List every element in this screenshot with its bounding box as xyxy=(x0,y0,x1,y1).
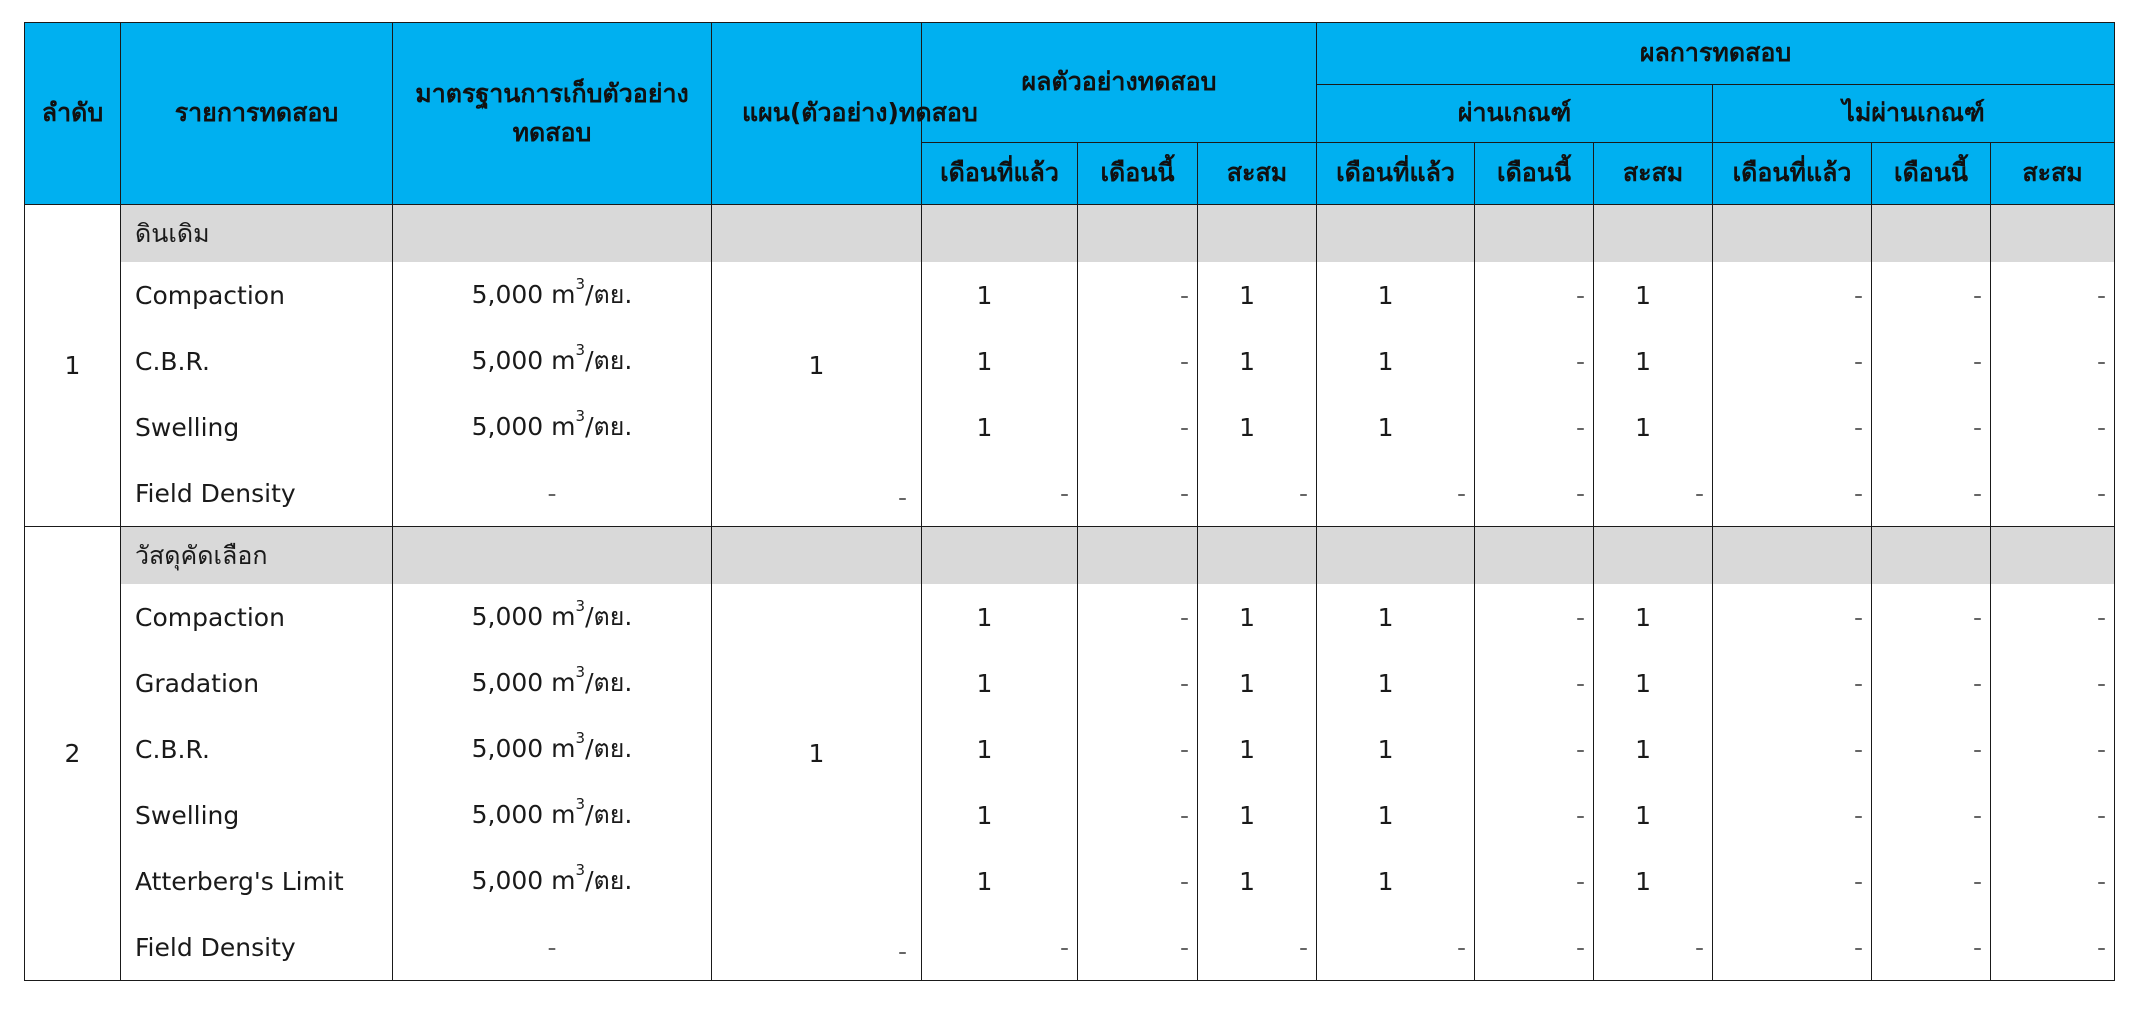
std-amount: 5,000 xyxy=(471,668,544,697)
group-plan-stack xyxy=(712,205,921,526)
std-unit: m xyxy=(551,866,576,895)
category-cell xyxy=(1594,205,1713,263)
header-plan: แผน(ตัวอย่าง)ทดสอบ xyxy=(712,23,922,205)
std-exponent: 3 xyxy=(575,407,586,425)
value-pass-last-month: 1 xyxy=(1317,848,1475,914)
std-unit: m xyxy=(551,800,576,829)
sampling-standard: - xyxy=(393,914,712,981)
test-item: Compaction xyxy=(121,262,393,328)
value-pass-cumulative: 1 xyxy=(1594,584,1713,650)
header-seq: ลำดับ xyxy=(25,23,121,205)
value-pass-last-month: 1 xyxy=(1317,650,1475,716)
value-samples-last-month: 1 xyxy=(922,848,1078,914)
value-samples-cumulative: 1 xyxy=(1198,328,1317,394)
group-number: 1 xyxy=(25,205,121,527)
std-unit: m xyxy=(551,734,576,763)
std-amount: 5,000 xyxy=(471,602,544,631)
test-item: Atterberg's Limit xyxy=(121,848,393,914)
group-plan-stack xyxy=(712,527,921,980)
value-fail-this-month: - xyxy=(1872,848,1991,914)
header-pass: ผ่านเกณฑ์ xyxy=(1317,85,1713,143)
value-fail-cumulative: - xyxy=(1991,716,2115,782)
sampling-standard-value xyxy=(471,663,633,697)
category-cell xyxy=(1317,527,1475,585)
category-label: วัสดุคัดเลือก xyxy=(121,527,393,585)
table-row xyxy=(25,650,2115,716)
value-fail-last-month: - xyxy=(1713,262,1872,328)
table-header xyxy=(25,23,2115,205)
plan-category-band xyxy=(712,527,921,584)
value-pass-this-month: - xyxy=(1475,914,1594,981)
value-fail-cumulative: - xyxy=(1991,848,2115,914)
value-pass-last-month: 1 xyxy=(1317,584,1475,650)
std-amount: 5,000 xyxy=(471,866,544,895)
group-plan-field-density: - xyxy=(897,483,907,512)
sampling-standard xyxy=(393,328,712,394)
value-pass-cumulative: 1 xyxy=(1594,328,1713,394)
std-unit: m xyxy=(551,602,576,631)
value-samples-cumulative: 1 xyxy=(1198,584,1317,650)
std-amount: 5,000 xyxy=(471,800,544,829)
header-fail-cumulative: สะสม xyxy=(1991,143,2115,205)
value-samples-cumulative: 1 xyxy=(1198,848,1317,914)
test-item: C.B.R. xyxy=(121,716,393,782)
category-cell xyxy=(1713,527,1872,585)
category-cell xyxy=(1594,527,1713,585)
sampling-standard-value xyxy=(471,275,633,309)
value-pass-this-month: - xyxy=(1475,650,1594,716)
value-pass-last-month: 1 xyxy=(1317,782,1475,848)
value-pass-cumulative: 1 xyxy=(1594,650,1713,716)
value-samples-this-month: - xyxy=(1078,584,1198,650)
table-row xyxy=(25,782,2115,848)
category-cell xyxy=(1317,205,1475,263)
std-unit: m xyxy=(551,668,576,697)
value-samples-last-month: 1 xyxy=(922,328,1078,394)
value-samples-this-month: - xyxy=(1078,394,1198,460)
category-cell xyxy=(1872,205,1991,263)
value-fail-this-month: - xyxy=(1872,328,1991,394)
value-pass-cumulative: 1 xyxy=(1594,848,1713,914)
sampling-standard xyxy=(393,262,712,328)
value-pass-last-month: - xyxy=(1317,460,1475,527)
value-samples-last-month: - xyxy=(922,460,1078,527)
value-samples-cumulative: 1 xyxy=(1198,716,1317,782)
category-cell xyxy=(1475,527,1594,585)
value-fail-last-month: - xyxy=(1713,584,1872,650)
value-samples-last-month: 1 xyxy=(922,584,1078,650)
value-fail-cumulative: - xyxy=(1991,914,2115,981)
header-fail-last-month: เดือนที่แล้ว xyxy=(1713,143,1872,205)
test-results-table-container xyxy=(24,22,2114,981)
value-fail-last-month: - xyxy=(1713,460,1872,527)
value-fail-cumulative: - xyxy=(1991,650,2115,716)
value-samples-cumulative: - xyxy=(1198,914,1317,981)
value-samples-cumulative: 1 xyxy=(1198,394,1317,460)
value-pass-last-month: 1 xyxy=(1317,262,1475,328)
test-item: Compaction xyxy=(121,584,393,650)
category-std-cell xyxy=(393,527,712,585)
value-fail-this-month: - xyxy=(1872,262,1991,328)
value-pass-cumulative: 1 xyxy=(1594,782,1713,848)
std-exponent: 3 xyxy=(575,861,586,879)
header-fail: ไม่ผ่านเกณฑ์ xyxy=(1713,85,2115,143)
category-cell xyxy=(922,205,1078,263)
sampling-standard-value xyxy=(471,729,633,763)
value-pass-this-month: - xyxy=(1475,782,1594,848)
std-exponent: 3 xyxy=(575,663,586,681)
category-cell xyxy=(1475,205,1594,263)
value-fail-this-month: - xyxy=(1872,914,1991,981)
value-pass-this-month: - xyxy=(1475,848,1594,914)
category-label: ดินเดิม xyxy=(121,205,393,263)
category-cell xyxy=(1198,527,1317,585)
std-unit: m xyxy=(551,346,576,375)
value-pass-this-month: - xyxy=(1475,394,1594,460)
group-plan-field-density: - xyxy=(897,937,907,966)
value-pass-last-month: 1 xyxy=(1317,716,1475,782)
header-pass-last-month: เดือนที่แล้ว xyxy=(1317,143,1475,205)
value-pass-this-month: - xyxy=(1475,328,1594,394)
table-body xyxy=(25,205,2115,981)
value-fail-last-month: - xyxy=(1713,650,1872,716)
group-number: 2 xyxy=(25,527,121,981)
value-pass-last-month: 1 xyxy=(1317,394,1475,460)
group-plan-value: 1 xyxy=(808,739,825,768)
value-samples-last-month: - xyxy=(922,914,1078,981)
std-exponent: 3 xyxy=(575,275,586,293)
value-samples-cumulative: - xyxy=(1198,460,1317,527)
category-cell xyxy=(1078,527,1198,585)
value-fail-last-month: - xyxy=(1713,394,1872,460)
value-samples-last-month: 1 xyxy=(922,716,1078,782)
table-row xyxy=(25,584,2115,650)
value-samples-this-month: - xyxy=(1078,460,1198,527)
std-suffix: /ตย. xyxy=(585,346,633,375)
sampling-standard xyxy=(393,848,712,914)
value-pass-cumulative: 1 xyxy=(1594,394,1713,460)
category-std-cell xyxy=(393,205,712,263)
value-samples-cumulative: 1 xyxy=(1198,650,1317,716)
value-pass-this-month: - xyxy=(1475,460,1594,527)
header-pass-this-month: เดือนนี้ xyxy=(1475,143,1594,205)
value-pass-this-month: - xyxy=(1475,716,1594,782)
std-suffix: /ตย. xyxy=(585,734,633,763)
test-results-table xyxy=(24,22,2115,981)
sampling-standard-value xyxy=(471,407,633,441)
value-samples-last-month: 1 xyxy=(922,650,1078,716)
category-row xyxy=(25,527,2115,585)
value-fail-last-month: - xyxy=(1713,848,1872,914)
group-plan xyxy=(712,205,922,527)
std-exponent: 3 xyxy=(575,597,586,615)
sampling-standard xyxy=(393,394,712,460)
sampling-standard-value xyxy=(471,795,633,829)
value-samples-this-month: - xyxy=(1078,262,1198,328)
std-exponent: 3 xyxy=(575,729,586,747)
header-fail-this-month: เดือนนี้ xyxy=(1872,143,1991,205)
header-samples-cumulative: สะสม xyxy=(1198,143,1317,205)
group-plan-value: 1 xyxy=(808,351,825,380)
value-fail-this-month: - xyxy=(1872,460,1991,527)
sampling-standard-value xyxy=(471,597,633,631)
header-std: มาตรฐานการเก็บตัวอย่างทดสอบ xyxy=(393,23,712,205)
table-row xyxy=(25,914,2115,981)
value-samples-this-month: - xyxy=(1078,328,1198,394)
std-unit: m xyxy=(551,280,576,309)
value-pass-cumulative: 1 xyxy=(1594,262,1713,328)
sampling-standard xyxy=(393,650,712,716)
value-samples-this-month: - xyxy=(1078,650,1198,716)
value-fail-last-month: - xyxy=(1713,782,1872,848)
value-fail-cumulative: - xyxy=(1991,328,2115,394)
group-plan xyxy=(712,527,922,981)
std-suffix: /ตย. xyxy=(585,412,633,441)
value-fail-this-month: - xyxy=(1872,782,1991,848)
header-samples-this-month: เดือนนี้ xyxy=(1078,143,1198,205)
value-pass-cumulative: - xyxy=(1594,460,1713,527)
test-item: Field Density xyxy=(121,914,393,981)
sampling-standard xyxy=(393,782,712,848)
sampling-standard: - xyxy=(393,460,712,527)
value-samples-this-month: - xyxy=(1078,914,1198,981)
std-suffix: /ตย. xyxy=(585,800,633,829)
std-suffix: /ตย. xyxy=(585,602,633,631)
sampling-standard xyxy=(393,716,712,782)
category-cell xyxy=(1991,205,2115,263)
plan-category-band xyxy=(712,205,921,262)
std-exponent: 3 xyxy=(575,341,586,359)
std-amount: 5,000 xyxy=(471,346,544,375)
std-exponent: 3 xyxy=(575,795,586,813)
header-item: รายการทดสอบ xyxy=(121,23,393,205)
category-cell xyxy=(1991,527,2115,585)
test-item: C.B.R. xyxy=(121,328,393,394)
table-row xyxy=(25,328,2115,394)
value-fail-cumulative: - xyxy=(1991,262,2115,328)
value-pass-this-month: - xyxy=(1475,262,1594,328)
value-samples-cumulative: 1 xyxy=(1198,262,1317,328)
table-row xyxy=(25,262,2115,328)
std-amount: 5,000 xyxy=(471,280,544,309)
value-fail-this-month: - xyxy=(1872,584,1991,650)
value-samples-this-month: - xyxy=(1078,782,1198,848)
value-fail-last-month: - xyxy=(1713,328,1872,394)
std-suffix: /ตย. xyxy=(585,866,633,895)
value-samples-this-month: - xyxy=(1078,716,1198,782)
value-pass-last-month: 1 xyxy=(1317,328,1475,394)
value-fail-last-month: - xyxy=(1713,716,1872,782)
header-pass-cumulative: สะสม xyxy=(1594,143,1713,205)
category-cell xyxy=(1078,205,1198,263)
sampling-standard-value xyxy=(471,341,633,375)
sampling-standard-value xyxy=(471,861,633,895)
category-cell xyxy=(922,527,1078,585)
value-pass-last-month: - xyxy=(1317,914,1475,981)
table-row xyxy=(25,716,2115,782)
value-fail-cumulative: - xyxy=(1991,394,2115,460)
category-cell xyxy=(1198,205,1317,263)
std-suffix: /ตย. xyxy=(585,668,633,697)
value-samples-last-month: 1 xyxy=(922,394,1078,460)
value-samples-cumulative: 1 xyxy=(1198,782,1317,848)
test-item: Swelling xyxy=(121,782,393,848)
value-fail-this-month: - xyxy=(1872,650,1991,716)
value-fail-cumulative: - xyxy=(1991,460,2115,527)
value-fail-last-month: - xyxy=(1713,914,1872,981)
value-fail-cumulative: - xyxy=(1991,584,2115,650)
std-suffix: /ตย. xyxy=(585,280,633,309)
std-amount: 5,000 xyxy=(471,412,544,441)
table-row xyxy=(25,394,2115,460)
test-item: Gradation xyxy=(121,650,393,716)
category-cell xyxy=(1713,205,1872,263)
sampling-standard xyxy=(393,584,712,650)
value-fail-this-month: - xyxy=(1872,394,1991,460)
value-samples-this-month: - xyxy=(1078,848,1198,914)
header-samples-last-month: เดือนที่แล้ว xyxy=(922,143,1078,205)
value-pass-cumulative: - xyxy=(1594,914,1713,981)
value-fail-cumulative: - xyxy=(1991,782,2115,848)
value-fail-this-month: - xyxy=(1872,716,1991,782)
header-results: ผลการทดสอบ xyxy=(1317,23,2115,85)
value-samples-last-month: 1 xyxy=(922,262,1078,328)
table-row xyxy=(25,460,2115,527)
test-item: Field Density xyxy=(121,460,393,527)
value-pass-cumulative: 1 xyxy=(1594,716,1713,782)
header-samples: ผลตัวอย่างทดสอบ xyxy=(922,23,1317,143)
std-unit: m xyxy=(551,412,576,441)
value-samples-last-month: 1 xyxy=(922,782,1078,848)
test-item: Swelling xyxy=(121,394,393,460)
std-amount: 5,000 xyxy=(471,734,544,763)
category-row xyxy=(25,205,2115,263)
value-pass-this-month: - xyxy=(1475,584,1594,650)
table-row xyxy=(25,848,2115,914)
category-cell xyxy=(1872,527,1991,585)
